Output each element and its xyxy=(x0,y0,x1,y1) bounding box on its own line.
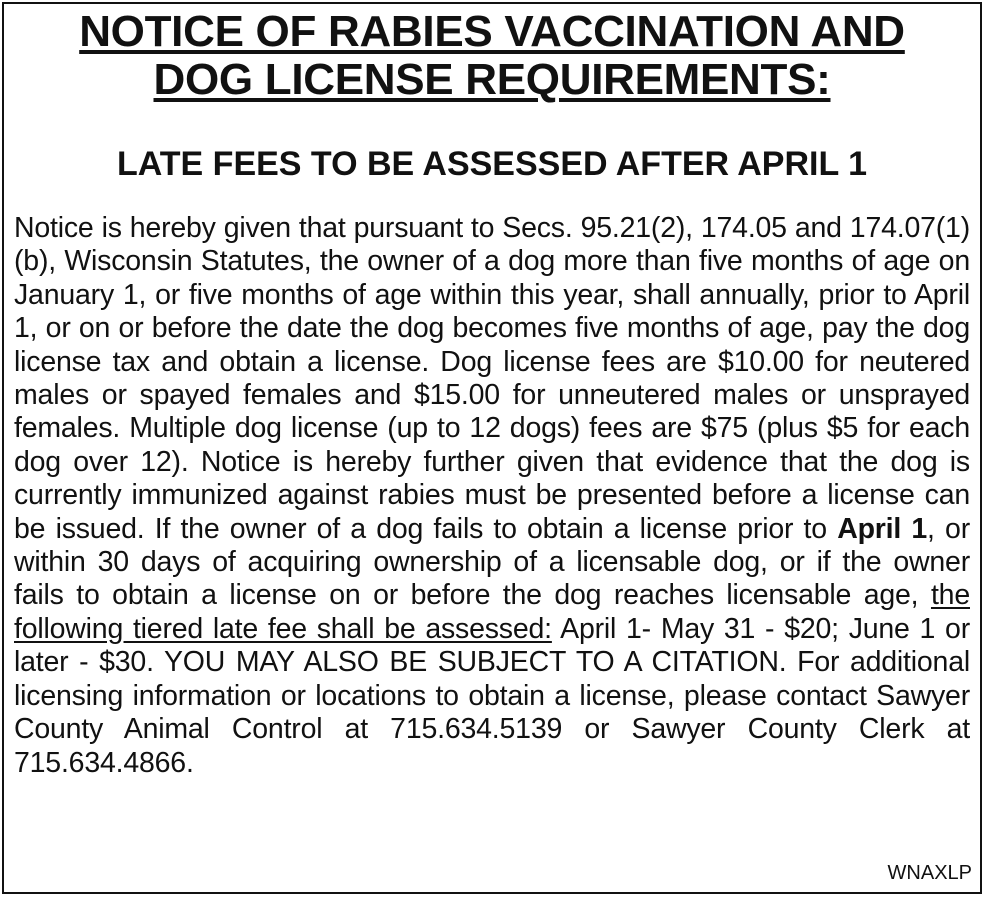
body-text-part-1: Notice is hereby given that pursuant to Secs. 95.21(2), 174.05 and 174.07(1)(b), Wisconsin Statutes, the owner of a dog more than five months of age on January 1, or five months of age within this year, shall annually, prior to April 1, or on or before the date the dog becomes five months of age, pay the dog license tax and obtain a license. Dog license fees are $10.00 for neutered males or spayed females and $15.00 for unneutered males or unsprayed females. Multiple dog license (up to 12 dogs) fees are $75 (plus $5 for each dog over 12). Notice is hereby further given that evidence that the dog is currently immunized against rabies must be presented before a license can be issued. If the owner of a dog fails to obtain a license prior to xyxy=(14,212,970,545)
body-text-part-2: , or within 30 days of acquiring ownership of a licensable dog, or if the owner fails to obtain a license on or before the dog reaches licensable age, xyxy=(14,512,970,612)
notice-title xyxy=(4,8,980,104)
title-line-2: DOG LICENSE REQUIREMENTS: xyxy=(153,55,831,104)
notice-body xyxy=(14,212,970,780)
body-text-part-3: April 1- May 31 - $20; June 1 or later - $30. YOU MAY ALSO BE SUBJECT TO A CITATION. For additional licensing information or locations to obtain a license, please contact Sawyer County Animal Control at 715.634.5139 or Sawyer County Clerk at 715.634.4866. xyxy=(14,612,970,779)
legal-notice xyxy=(2,2,982,894)
body-bold-date: April 1 xyxy=(837,512,928,545)
notice-subtitle: LATE FEES TO BE ASSESSED AFTER APRIL 1 xyxy=(116,145,867,183)
publication-code: WNAXLP xyxy=(887,862,972,884)
title-line-1: NOTICE OF RABIES VACCINATION AND xyxy=(79,7,905,56)
body-underlined-text: the following tiered late fee shall be assessed: xyxy=(14,579,970,645)
